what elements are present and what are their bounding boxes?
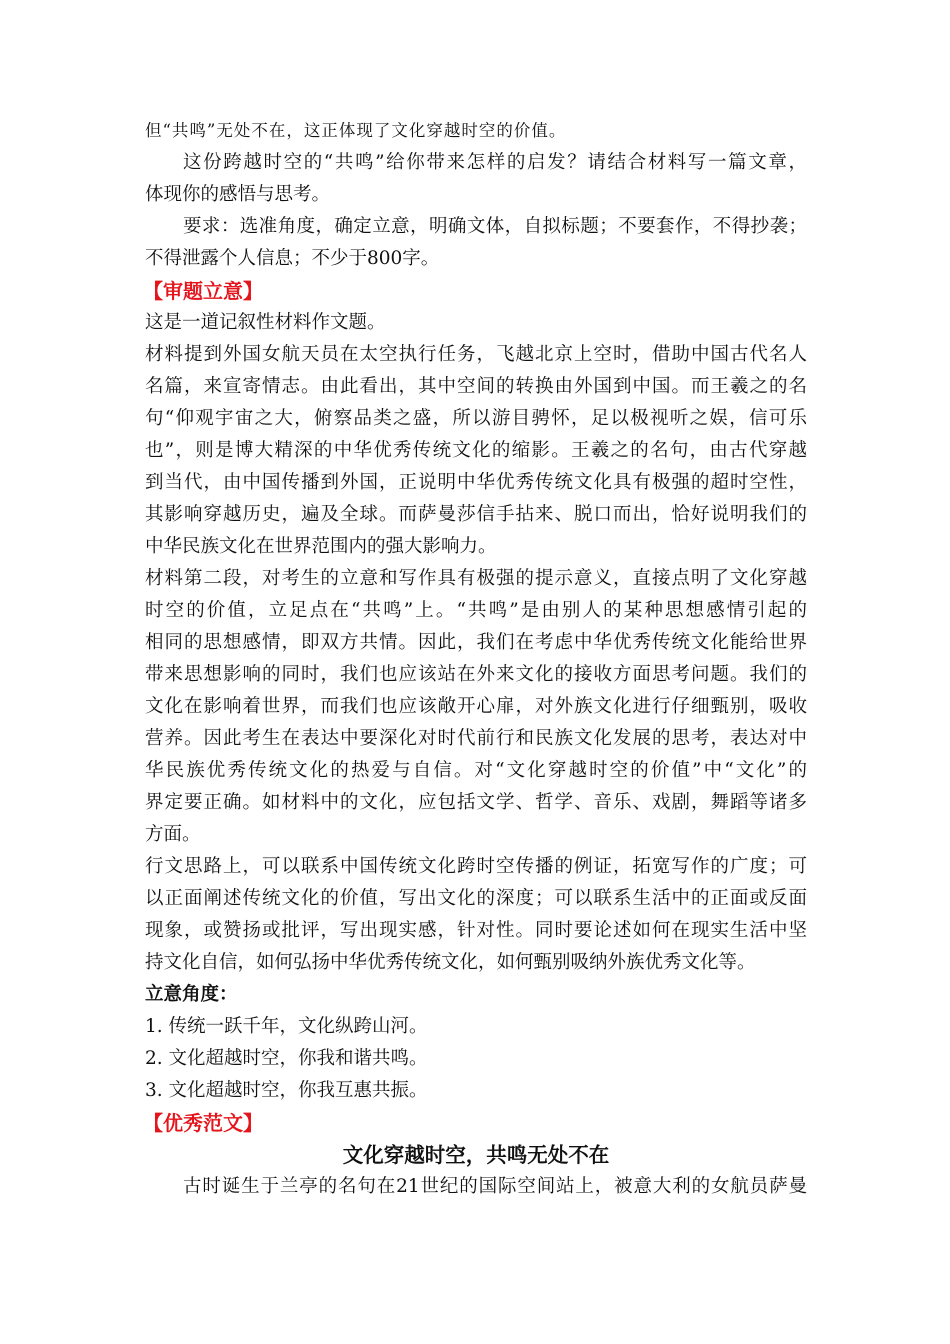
- text-line: 其影响穿越历史，遍及全球。而萨曼莎信手拈来、脱口而出，恰好说明我们的: [145, 504, 807, 525]
- essay-title: 文化穿越时空，共鸣无处不在: [342, 1143, 610, 1167]
- document-page: [145, 115, 807, 1203]
- text-line: 华民族优秀传统文化的热爱与自信。对“文化穿越时空的价值”中“文化”的: [145, 760, 807, 781]
- text-line: 这是一道记叙性材料作文题。: [145, 312, 386, 333]
- text-line: 现象，或赞扬或批评，写出现实感，针对性。同时要论述如何在现实生活中坚: [145, 920, 807, 941]
- angle-item: 3. 文化超越时空，你我互惠共振。: [145, 1080, 428, 1101]
- angle-item: 1. 传统一跃千年，文化纵跨山河。: [145, 1016, 428, 1037]
- analysis-paragraph-2: [145, 563, 807, 851]
- text-line: 名篇，来宣寄情志。由此看出，其中空间的转换由外国到中国。而王羲之的名: [145, 376, 807, 397]
- text-line: 带来思想影响的同时，我们也应该站在外来文化的接收方面思考问题。我们的: [145, 664, 807, 685]
- prompt-line: 体现你的感悟与思考。: [145, 184, 331, 205]
- section-heading-analysis: 【审题立意】: [143, 279, 263, 303]
- requirement-line: 要求：选准角度，确定立意，明确文体，自拟标题；不要套作，不得抄袭；: [183, 216, 807, 237]
- text-line: 营养。因此考生在表达中要深化对时代前行和民族文化发展的思考，表达对中: [145, 728, 807, 749]
- text-line: 以正面阐述传统文化的价值，写出文化的深度；可以联系生活中的正面或反面: [145, 888, 807, 909]
- angles-heading: 立意角度：: [145, 984, 238, 1005]
- text-line: 持文化自信，如何弘扬中华优秀传统文化，如何甄别吸纳外族优秀文化等。: [145, 952, 756, 973]
- essay-line: 古时诞生于兰亭的名句在21世纪的国际空间站上，被意大利的女航员萨曼: [183, 1176, 807, 1197]
- text-line: 时空的价值，立足点在“共鸣”上。“共鸣”是由别人的某种思想感情引起的: [145, 600, 807, 621]
- prompt-line: 这份跨越时空的“共鸣”给你带来怎样的启发？请结合材料写一篇文章，: [183, 152, 807, 173]
- text-line: 但“共鸣”无处不在，这正体现了文化穿越时空的价值。: [145, 121, 567, 140]
- section-heading-essay: 【优秀范文】: [143, 1111, 263, 1135]
- text-line: 文化在影响着世界，而我们也应该敞开心扉，对外族文化进行仔细甄别，吸收: [145, 696, 807, 717]
- analysis-paragraph-1: [145, 339, 807, 563]
- text-line: 也”，则是博大精深的中华优秀传统文化的缩影。王羲之的名句，由古代穿越: [145, 440, 807, 461]
- text-line: 界定要正确。如材料中的文化，应包括文学、哲学、音乐、戏剧，舞蹈等诸多: [145, 792, 807, 813]
- angle-item: 2. 文化超越时空，你我和谐共鸣。: [145, 1048, 428, 1069]
- text-line: 中华民族文化在世界范围内的强大影响力。: [145, 536, 497, 557]
- text-line: 材料提到外国女航天员在太空执行任务，飞越北京上空时，借助中国古代名人: [145, 344, 807, 365]
- analysis-paragraph-3: [145, 851, 807, 979]
- text-line: 相同的思想感情，即双方共情。因此，我们在考虑中华优秀传统文化能给世界: [145, 632, 807, 653]
- text-line: 到当代，由中国传播到外国，正说明中华优秀传统文化具有极强的超时空性，: [145, 472, 807, 493]
- text-line: 行文思路上，可以联系中国传统文化跨时空传播的例证，拓宽写作的广度；可: [145, 856, 807, 877]
- text-line: 方面。: [145, 824, 201, 845]
- requirement-line: 不得泄露个人信息；不少于800字。: [145, 248, 440, 269]
- text-line: 材料第二段，对考生的立意和写作具有极强的提示意义，直接点明了文化穿越: [145, 568, 807, 589]
- text-line: 句“仰观宇宙之大，俯察品类之盛，所以游目骋怀，足以极视听之娱，信可乐: [145, 408, 807, 429]
